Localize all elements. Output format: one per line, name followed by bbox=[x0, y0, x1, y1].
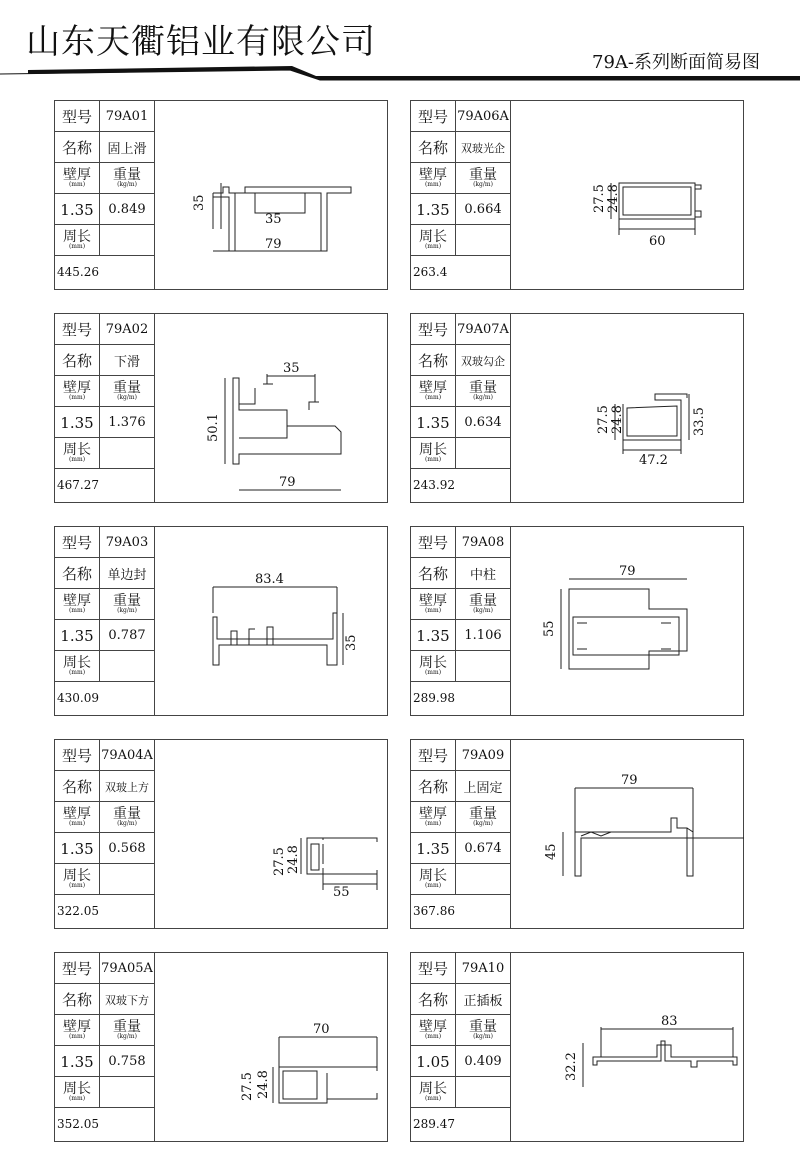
name-value: 双玻勾企 bbox=[461, 354, 505, 368]
name-label: 名称 bbox=[55, 132, 100, 163]
weight-label: 重量 bbox=[113, 1019, 141, 1035]
weight-value: 0.568 bbox=[108, 841, 146, 856]
profile-card bbox=[54, 313, 388, 503]
profile-drawing bbox=[155, 101, 388, 290]
thickness-label: 壁厚 bbox=[63, 167, 91, 183]
thickness-value: 1.35 bbox=[55, 620, 100, 651]
thickness-unit: (mm) bbox=[424, 181, 442, 188]
weight-label: 重量 bbox=[113, 593, 141, 609]
model-value: 79A05A bbox=[101, 961, 153, 976]
perimeter-label: 周长 bbox=[419, 868, 447, 884]
weight-unit: (kg/m) bbox=[473, 181, 493, 188]
dim-label: 83 bbox=[661, 1014, 678, 1029]
dim-label: 83.4 bbox=[255, 572, 284, 587]
model-value: 79A07A bbox=[457, 322, 509, 337]
weight-value: 0.634 bbox=[464, 415, 502, 430]
perimeter-label: 周长 bbox=[63, 229, 91, 245]
weight-unit: (kg/m) bbox=[473, 820, 493, 827]
name-value: 正插板 bbox=[463, 994, 503, 1009]
model-label: 型号 bbox=[55, 101, 100, 132]
weight-value: 0.758 bbox=[108, 1054, 146, 1069]
model-label: 型号 bbox=[411, 740, 456, 771]
thickness-label: 壁厚 bbox=[63, 1019, 91, 1035]
weight-unit: (kg/m) bbox=[117, 394, 137, 401]
model-label: 型号 bbox=[55, 740, 100, 771]
dim-label: 27.5 bbox=[592, 184, 607, 213]
name-label: 名称 bbox=[55, 984, 100, 1015]
weight-unit: (kg/m) bbox=[473, 607, 493, 614]
model-label: 型号 bbox=[411, 314, 456, 345]
dim-label: 24.8 bbox=[610, 405, 625, 434]
profile-drawing bbox=[155, 740, 388, 929]
name-value: 单边封 bbox=[107, 568, 147, 583]
model-value: 79A04A bbox=[101, 748, 153, 763]
perimeter-unit: (mm) bbox=[68, 456, 86, 463]
dim-label: 24.8 bbox=[606, 184, 621, 213]
spec-table bbox=[55, 953, 155, 1142]
dim-label: 27.5 bbox=[272, 847, 287, 876]
perimeter-value: 243.92 bbox=[413, 477, 455, 492]
perimeter-label: 周长 bbox=[63, 868, 91, 884]
profile-drawing bbox=[511, 101, 744, 290]
perimeter-value: 322.05 bbox=[57, 903, 99, 918]
weight-unit: (kg/m) bbox=[117, 1033, 137, 1040]
dim-label: 35 bbox=[344, 634, 359, 651]
dim-label: 55 bbox=[542, 620, 557, 637]
perimeter-value: 289.47 bbox=[413, 1116, 455, 1131]
dim-label: 79 bbox=[279, 475, 296, 490]
dim-label: 47.2 bbox=[639, 453, 668, 468]
dim-label: 35 bbox=[265, 212, 282, 227]
weight-label: 重量 bbox=[469, 380, 497, 396]
model-label: 型号 bbox=[55, 527, 100, 558]
spec-table bbox=[55, 314, 155, 503]
perimeter-unit: (mm) bbox=[68, 243, 86, 250]
series-title: 79A-系列断面简易图 bbox=[592, 52, 760, 73]
thickness-unit: (mm) bbox=[424, 394, 442, 401]
dim-label: 27.5 bbox=[596, 405, 611, 434]
thickness-label: 壁厚 bbox=[419, 806, 447, 822]
thickness-unit: (mm) bbox=[68, 394, 86, 401]
weight-unit: (kg/m) bbox=[117, 607, 137, 614]
profile-card bbox=[410, 739, 744, 929]
profile-drawing bbox=[511, 740, 744, 929]
perimeter-value: 263.4 bbox=[413, 264, 448, 279]
spec-table bbox=[411, 953, 511, 1142]
perimeter-value: 289.98 bbox=[413, 690, 455, 705]
profile-card bbox=[54, 739, 388, 929]
thickness-label: 壁厚 bbox=[419, 593, 447, 609]
perimeter-label: 周长 bbox=[419, 1081, 447, 1097]
model-value: 79A09 bbox=[461, 748, 505, 763]
weight-label: 重量 bbox=[113, 167, 141, 183]
thickness-value: 1.35 bbox=[55, 407, 100, 438]
dim-label: 24.8 bbox=[256, 1070, 271, 1099]
perimeter-unit: (mm) bbox=[68, 669, 86, 676]
model-label: 型号 bbox=[55, 953, 100, 984]
dim-label: 70 bbox=[313, 1022, 330, 1037]
spec-table bbox=[55, 527, 155, 716]
dim-label: 55 bbox=[333, 885, 350, 900]
thickness-unit: (mm) bbox=[68, 181, 86, 188]
profile-drawing bbox=[155, 527, 388, 716]
dim-label: 35 bbox=[192, 194, 207, 211]
weight-value: 0.849 bbox=[108, 202, 146, 217]
perimeter-unit: (mm) bbox=[424, 669, 442, 676]
perimeter-label: 周长 bbox=[63, 442, 91, 458]
weight-label: 重量 bbox=[469, 167, 497, 183]
perimeter-label: 周长 bbox=[63, 655, 91, 671]
perimeter-unit: (mm) bbox=[424, 243, 442, 250]
name-label: 名称 bbox=[55, 558, 100, 589]
weight-value: 0.674 bbox=[464, 841, 502, 856]
thickness-value: 1.35 bbox=[411, 620, 456, 651]
weight-unit: (kg/m) bbox=[117, 181, 137, 188]
thickness-label: 壁厚 bbox=[419, 1019, 447, 1035]
name-label: 名称 bbox=[55, 345, 100, 376]
thickness-label: 壁厚 bbox=[419, 380, 447, 396]
perimeter-value: 352.05 bbox=[57, 1116, 99, 1131]
dim-label: 35 bbox=[283, 361, 300, 376]
dim-label: 79 bbox=[619, 564, 636, 579]
perimeter-label: 周长 bbox=[419, 229, 447, 245]
weight-label: 重量 bbox=[469, 593, 497, 609]
model-value: 79A02 bbox=[105, 322, 149, 337]
thickness-label: 壁厚 bbox=[419, 167, 447, 183]
name-value: 固上滑 bbox=[107, 142, 147, 157]
perimeter-unit: (mm) bbox=[424, 882, 442, 889]
profile-drawing bbox=[511, 953, 744, 1142]
profile-card bbox=[410, 313, 744, 503]
weight-label: 重量 bbox=[469, 1019, 497, 1035]
perimeter-unit: (mm) bbox=[424, 1095, 442, 1102]
perimeter-unit: (mm) bbox=[424, 456, 442, 463]
thickness-label: 壁厚 bbox=[63, 380, 91, 396]
weight-value: 0.664 bbox=[464, 202, 502, 217]
thickness-unit: (mm) bbox=[424, 607, 442, 614]
name-value: 中柱 bbox=[469, 568, 496, 583]
thickness-value: 1.35 bbox=[55, 194, 100, 225]
profile-drawing bbox=[155, 314, 388, 503]
thickness-value: 1.35 bbox=[411, 833, 456, 864]
perimeter-label: 周长 bbox=[63, 1081, 91, 1097]
spec-table bbox=[55, 740, 155, 929]
weight-value: 1.376 bbox=[108, 415, 146, 430]
thickness-unit: (mm) bbox=[68, 1033, 86, 1040]
perimeter-label: 周长 bbox=[419, 655, 447, 671]
weight-unit: (kg/m) bbox=[473, 1033, 493, 1040]
spec-table bbox=[411, 527, 511, 716]
dim-label: 32.2 bbox=[564, 1052, 579, 1081]
thickness-value: 1.05 bbox=[411, 1046, 456, 1077]
perimeter-label: 周长 bbox=[419, 442, 447, 458]
profile-card bbox=[54, 526, 388, 716]
dim-label: 79 bbox=[621, 773, 638, 788]
name-value: 上固定 bbox=[463, 781, 503, 796]
name-value: 双玻下方 bbox=[105, 993, 149, 1007]
perimeter-value: 430.09 bbox=[57, 690, 99, 705]
perimeter-value: 367.86 bbox=[413, 903, 455, 918]
thickness-value: 1.35 bbox=[411, 407, 456, 438]
name-label: 名称 bbox=[55, 771, 100, 802]
model-value: 79A10 bbox=[461, 961, 505, 976]
name-label: 名称 bbox=[411, 984, 456, 1015]
name-value: 双玻上方 bbox=[105, 780, 149, 794]
dim-label: 79 bbox=[265, 237, 282, 252]
spec-table bbox=[55, 101, 155, 290]
weight-value: 0.409 bbox=[464, 1054, 502, 1069]
name-label: 名称 bbox=[411, 345, 456, 376]
spec-table bbox=[411, 314, 511, 503]
weight-label: 重量 bbox=[113, 806, 141, 822]
dim-label: 45 bbox=[544, 843, 559, 860]
dim-label: 60 bbox=[649, 234, 666, 249]
profile-card bbox=[410, 100, 744, 290]
spec-table bbox=[411, 740, 511, 929]
model-value: 79A08 bbox=[461, 535, 505, 550]
profile-card bbox=[410, 526, 744, 716]
thickness-unit: (mm) bbox=[68, 607, 86, 614]
model-label: 型号 bbox=[411, 953, 456, 984]
profile-drawing bbox=[155, 953, 388, 1142]
weight-label: 重量 bbox=[469, 806, 497, 822]
name-label: 名称 bbox=[411, 558, 456, 589]
profile-card bbox=[54, 100, 388, 290]
profile-card bbox=[410, 952, 744, 1142]
dim-label: 33.5 bbox=[692, 407, 707, 436]
thickness-unit: (mm) bbox=[424, 820, 442, 827]
model-value: 79A03 bbox=[105, 535, 149, 550]
spec-table bbox=[411, 101, 511, 290]
name-label: 名称 bbox=[411, 771, 456, 802]
profile-card bbox=[54, 952, 388, 1142]
name-value: 下滑 bbox=[113, 355, 140, 370]
model-label: 型号 bbox=[411, 527, 456, 558]
thickness-label: 壁厚 bbox=[63, 806, 91, 822]
profile-drawing bbox=[511, 314, 744, 503]
weight-label: 重量 bbox=[113, 380, 141, 396]
thickness-unit: (mm) bbox=[68, 820, 86, 827]
thickness-unit: (mm) bbox=[424, 1033, 442, 1040]
dim-label: 27.5 bbox=[240, 1072, 255, 1101]
model-value: 79A01 bbox=[105, 109, 149, 124]
thickness-label: 壁厚 bbox=[63, 593, 91, 609]
dim-label: 24.8 bbox=[286, 845, 301, 874]
weight-unit: (kg/m) bbox=[473, 394, 493, 401]
perimeter-value: 467.27 bbox=[57, 477, 99, 492]
perimeter-unit: (mm) bbox=[68, 1095, 86, 1102]
dim-label: 50.1 bbox=[206, 413, 221, 442]
model-label: 型号 bbox=[411, 101, 456, 132]
thickness-value: 1.35 bbox=[55, 1046, 100, 1077]
company-name: 山东天衢铝业有限公司 bbox=[26, 22, 376, 62]
thickness-value: 1.35 bbox=[411, 194, 456, 225]
weight-value: 1.106 bbox=[464, 628, 502, 643]
model-value: 79A06A bbox=[457, 109, 509, 124]
profile-drawing bbox=[511, 527, 744, 716]
thickness-value: 1.35 bbox=[55, 833, 100, 864]
name-value: 双玻光企 bbox=[461, 141, 505, 155]
model-label: 型号 bbox=[55, 314, 100, 345]
perimeter-value: 445.26 bbox=[57, 264, 99, 279]
weight-unit: (kg/m) bbox=[117, 820, 137, 827]
perimeter-unit: (mm) bbox=[68, 882, 86, 889]
name-label: 名称 bbox=[411, 132, 456, 163]
weight-value: 0.787 bbox=[108, 628, 146, 643]
